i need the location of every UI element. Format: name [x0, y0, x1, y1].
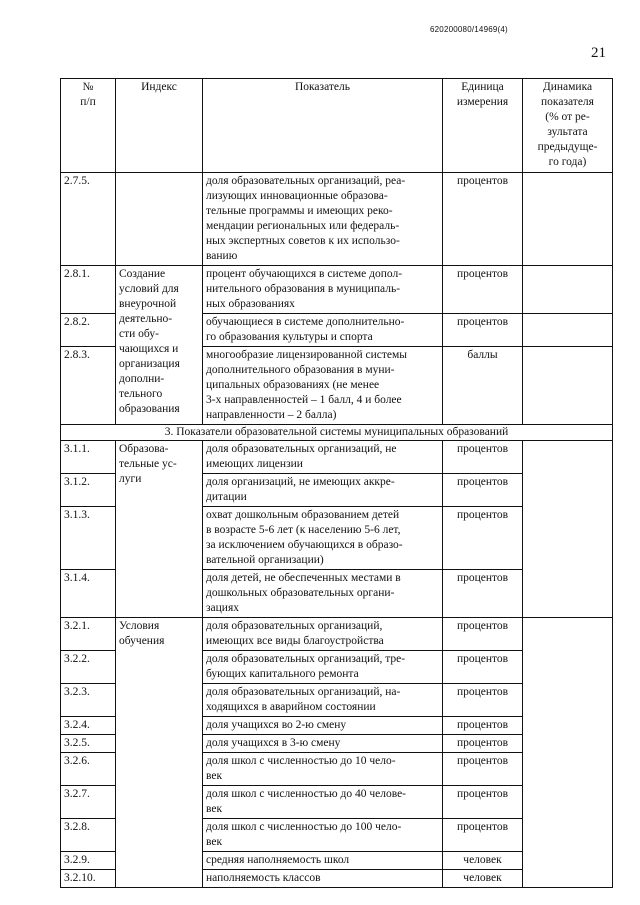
row-unit: процентов [443, 753, 523, 786]
row-num: 2.7.5. [61, 173, 116, 266]
row-unit: процентов [443, 786, 523, 819]
table-row [61, 266, 613, 314]
row-indicator: обучающиеся в системе дополнительно- го образования культуры и спорта [203, 314, 443, 347]
row-num: 3.2.1. [61, 618, 116, 651]
row-indicator: доля образовательных организаций, не имеющих лицензии [203, 441, 443, 474]
table-row [61, 618, 613, 651]
table-header-row [61, 79, 613, 173]
row-unit: процентов [443, 474, 523, 507]
row-dynamics [523, 173, 613, 266]
section-row [61, 425, 613, 441]
row-unit: человек [443, 852, 523, 870]
row-indicator: процент обучающихся в системе допол- нительного образования в муниципаль- ных образованиях [203, 266, 443, 314]
row-unit: процентов [443, 441, 523, 474]
row-unit: человек [443, 870, 523, 888]
row-indicator: наполняемость классов [203, 870, 443, 888]
row-unit: процентов [443, 717, 523, 735]
row-indicator: доля образовательных организаций, реа- лизующих инновационные образова- тельные программы и имеющих реко- мендации региональных или федераль- ных экспертных советов к их использо- ванию [203, 173, 443, 266]
row-unit: процентов [443, 819, 523, 852]
row-num: 2.8.3. [61, 347, 116, 425]
document-id: 620200080/14969(4) [430, 25, 508, 34]
group-label-services: Образова- тельные ус- луги [116, 441, 203, 618]
row-unit: процентов [443, 507, 523, 570]
row-num: 3.1.3. [61, 507, 116, 570]
page-number: 21 [591, 45, 606, 61]
row-num: 3.2.5. [61, 735, 116, 753]
row-indicator: доля школ с численностью до 40 челове- век [203, 786, 443, 819]
row-num: 3.2.10. [61, 870, 116, 888]
header-unit: Единица измерения [443, 79, 523, 173]
row-num: 3.2.8. [61, 819, 116, 852]
header-num: № п/п [61, 79, 116, 173]
row-unit: процентов [443, 735, 523, 753]
table-row [61, 441, 613, 474]
section-title: 3. Показатели образовательной системы муниципальных образований [61, 425, 613, 441]
row-indicator: доля учащихся в 3-ю смену [203, 735, 443, 753]
row-num: 3.2.3. [61, 684, 116, 717]
row-num: 3.1.2. [61, 474, 116, 507]
row-dynamics [523, 347, 613, 425]
row-unit: баллы [443, 347, 523, 425]
row-unit: процентов [443, 173, 523, 266]
row-num: 3.2.7. [61, 786, 116, 819]
row-indicator: средняя наполняемость школ [203, 852, 443, 870]
header-index: Индекс [116, 79, 203, 173]
row-num: 2.8.2. [61, 314, 116, 347]
group-label-conditions: Условия обучения [116, 618, 203, 888]
row-num: 3.2.6. [61, 753, 116, 786]
row-indicator: доля школ с численностью до 100 чело- век [203, 819, 443, 852]
header-indicator: Показатель [203, 79, 443, 173]
row-indicator: доля детей, не обеспеченных местами в дошкольных образовательных органи- зациях [203, 570, 443, 618]
row-index [116, 173, 203, 266]
row-num: 2.8.1. [61, 266, 116, 314]
row-unit: процентов [443, 314, 523, 347]
row-num: 3.2.2. [61, 651, 116, 684]
row-indicator: доля школ с численностью до 10 чело- век [203, 753, 443, 786]
row-indicator: доля организаций, не имеющих аккре- дитации [203, 474, 443, 507]
row-dynamics [523, 266, 613, 314]
row-unit: процентов [443, 266, 523, 314]
row-num: 3.1.4. [61, 570, 116, 618]
row-indicator: доля образовательных организаций, имеющих все виды благоустройства [203, 618, 443, 651]
row-dynamics [523, 618, 613, 888]
row-indicator: охват дошкольным образованием детей в возрасте 5-6 лет (к населению 5-6 лет, за исключением обучающихся в образо- вательной организации) [203, 507, 443, 570]
row-unit: процентов [443, 570, 523, 618]
row-unit: процентов [443, 651, 523, 684]
header-dynamics: Динамика показателя (% от ре- зультата предыдуще- го года) [523, 79, 613, 173]
row-num: 3.2.4. [61, 717, 116, 735]
row-unit: процентов [443, 618, 523, 651]
row-num: 3.2.9. [61, 852, 116, 870]
row-indicator: доля учащихся во 2-ю смену [203, 717, 443, 735]
row-indicator: доля образовательных организаций, тре- бующих капитального ремонта [203, 651, 443, 684]
row-num: 3.1.1. [61, 441, 116, 474]
row-dynamics [523, 441, 613, 618]
row-indicator: многообразие лицензированной системы дополнительного образования в муни- ципальных образованиях (не менее 3-х направленностей – 1 балл, 4 и более направленности – 2 балла) [203, 347, 443, 425]
table-row [61, 173, 613, 266]
row-indicator: доля образовательных организаций, на- ходящихся в аварийном состоянии [203, 684, 443, 717]
row-unit: процентов [443, 684, 523, 717]
indicators-table [60, 78, 613, 888]
group-label-extracurricular: Создание условий для внеурочной деятельно- сти обу- чающихся и организация дополни- тельного образования [116, 266, 203, 425]
row-dynamics [523, 314, 613, 347]
